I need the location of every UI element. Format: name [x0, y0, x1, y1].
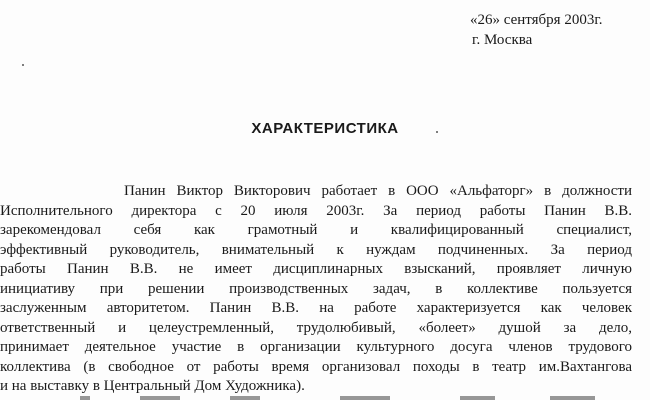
- body-line: и на выставку в Центральный Дом Художника).: [0, 378, 305, 394]
- cut-off-text-line: [80, 392, 640, 400]
- document-title: ХАРАКТЕРИСТИКА: [251, 120, 399, 137]
- body-line: инициативу при решении производственных задач, в коллективе пользуется: [0, 280, 632, 297]
- body-line: заслуженным авторитетом. Панин В.В. на работе характеризуется как человек: [0, 300, 632, 316]
- body-line: зарекомендовал себя как грамотный и квалифицированный специалист,: [0, 222, 632, 238]
- document-date: «26» сентября 2003г.: [470, 12, 603, 28]
- cut-off-fragment: [230, 396, 260, 400]
- document-body: [0, 182, 632, 397]
- date-place-block: [470, 10, 603, 50]
- body-line: коллектива (в свободное от работы время организовал походы в театр им.Вахтангова: [0, 358, 632, 375]
- cut-off-fragment: [80, 396, 90, 400]
- cut-off-fragment: [550, 396, 595, 400]
- scan-speck: [22, 64, 24, 66]
- body-line: эффективный руководитель, внимательный к нуждам подчиненных. За период: [0, 241, 632, 258]
- body-line: Панин Виктор Викторович работает в ООО «Альфаторг» в должности: [124, 183, 632, 199]
- document-city: г. Москва: [472, 32, 533, 48]
- body-line: работы Панин В.В. не имеет дисциплинарных взысканий, проявляет личную: [0, 261, 632, 277]
- body-line: ответственный и целеустремленный, трудолюбивый, «болеет» душой за дело,: [0, 319, 632, 336]
- body-line: принимает деятельное участие в организации культурного досуга членов трудового: [0, 339, 632, 355]
- cut-off-fragment: [340, 396, 390, 400]
- cut-off-fragment: [460, 396, 495, 400]
- cut-off-fragment: [140, 396, 180, 400]
- body-line: Исполнительного директора с 20 июля 2003г. За период работы Панин В.В.: [0, 202, 632, 219]
